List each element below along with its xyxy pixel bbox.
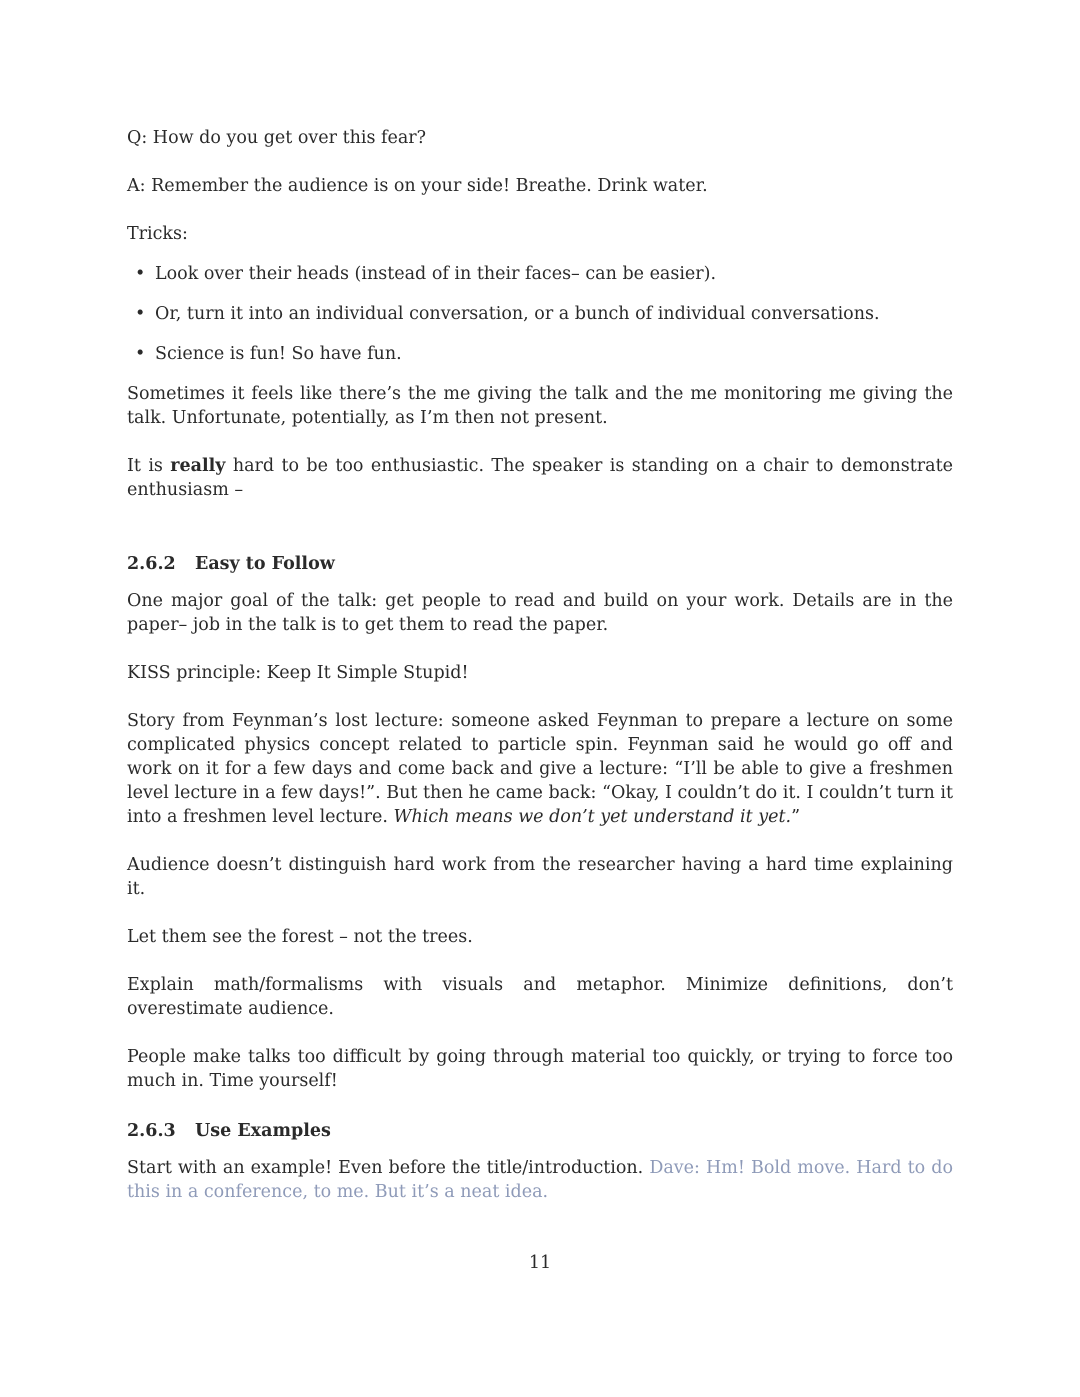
- section-paragraph: People make talks too difficult by going through material too quickly, or trying to force too much in. Time yourself!: [127, 1047, 953, 1091]
- feynman-paragraph: Story from Feynman’s lost lecture: someone asked Feynman to prepare a lecture on some complicated physics concept related to particle spin. Feynman said he would go off and work on it for a few days and come back and give a lecture: “I’ll be able to give a freshmen level lecture in a few days!”. But then he came back: “Okay, I couldn’t do it. I couldn’t turn it into a freshmen level lecture. Which means we don’t yet understand it yet.”: [127, 711, 953, 827]
- enthusiasm-paragraph: It is really hard to be too enthusiastic. The speaker is standing on a chair to demonstrate enthusiasm –: [127, 456, 953, 500]
- list-item: • Science is fun! So have fun.: [155, 342, 953, 366]
- tricks-list: [127, 262, 953, 366]
- examples-paragraph: Start with an example! Even before the title/introduction. Dave: Hm! Bold move. Hard to do this in a conference, to me. But it’s a neat idea.: [127, 1158, 953, 1202]
- kiss-paragraph: KISS principle: Keep It Simple Stupid!: [127, 663, 469, 683]
- list-item: • Or, turn it into an individual conversation, or a bunch of individual conversations.: [155, 302, 953, 326]
- section-heading-easy-to-follow: 2.6.2 Easy to Follow: [127, 554, 335, 574]
- reviewer-note: Dave: Hm! Bold move. Hard to do this in a conference, to me. But it’s a neat idea.: [127, 1158, 953, 1202]
- section-paragraph: Let them see the forest – not the trees.: [127, 927, 473, 947]
- section-paragraph: Explain math/formalisms with visuals and metaphor. Minimize definitions, don’t overestimate audience.: [127, 975, 953, 1019]
- answer-text: A: Remember the audience is on your side! Breathe. Drink water.: [127, 176, 708, 196]
- tricks-label: Tricks:: [127, 224, 188, 244]
- question-text: Q: How do you get over this fear?: [127, 128, 427, 148]
- section-heading-use-examples: 2.6.3 Use Examples: [127, 1121, 331, 1141]
- list-item: • Look over their heads (instead of in their faces– can be easier).: [155, 262, 953, 286]
- document-body: [127, 126, 953, 1204]
- section-paragraph: One major goal of the talk: get people to read and build on your work. Details are in the paper– job in the talk is to get them to read the paper.: [127, 591, 953, 635]
- monitor-paragraph: Sometimes it feels like there’s the me giving the talk and the me monitoring me giving the talk. Unfortunate, potentially, as I’m then not present.: [127, 384, 953, 428]
- page-number: 11: [528, 1253, 552, 1273]
- section-paragraph: Audience doesn’t distinguish hard work from the researcher having a hard time explaining it.: [127, 855, 953, 899]
